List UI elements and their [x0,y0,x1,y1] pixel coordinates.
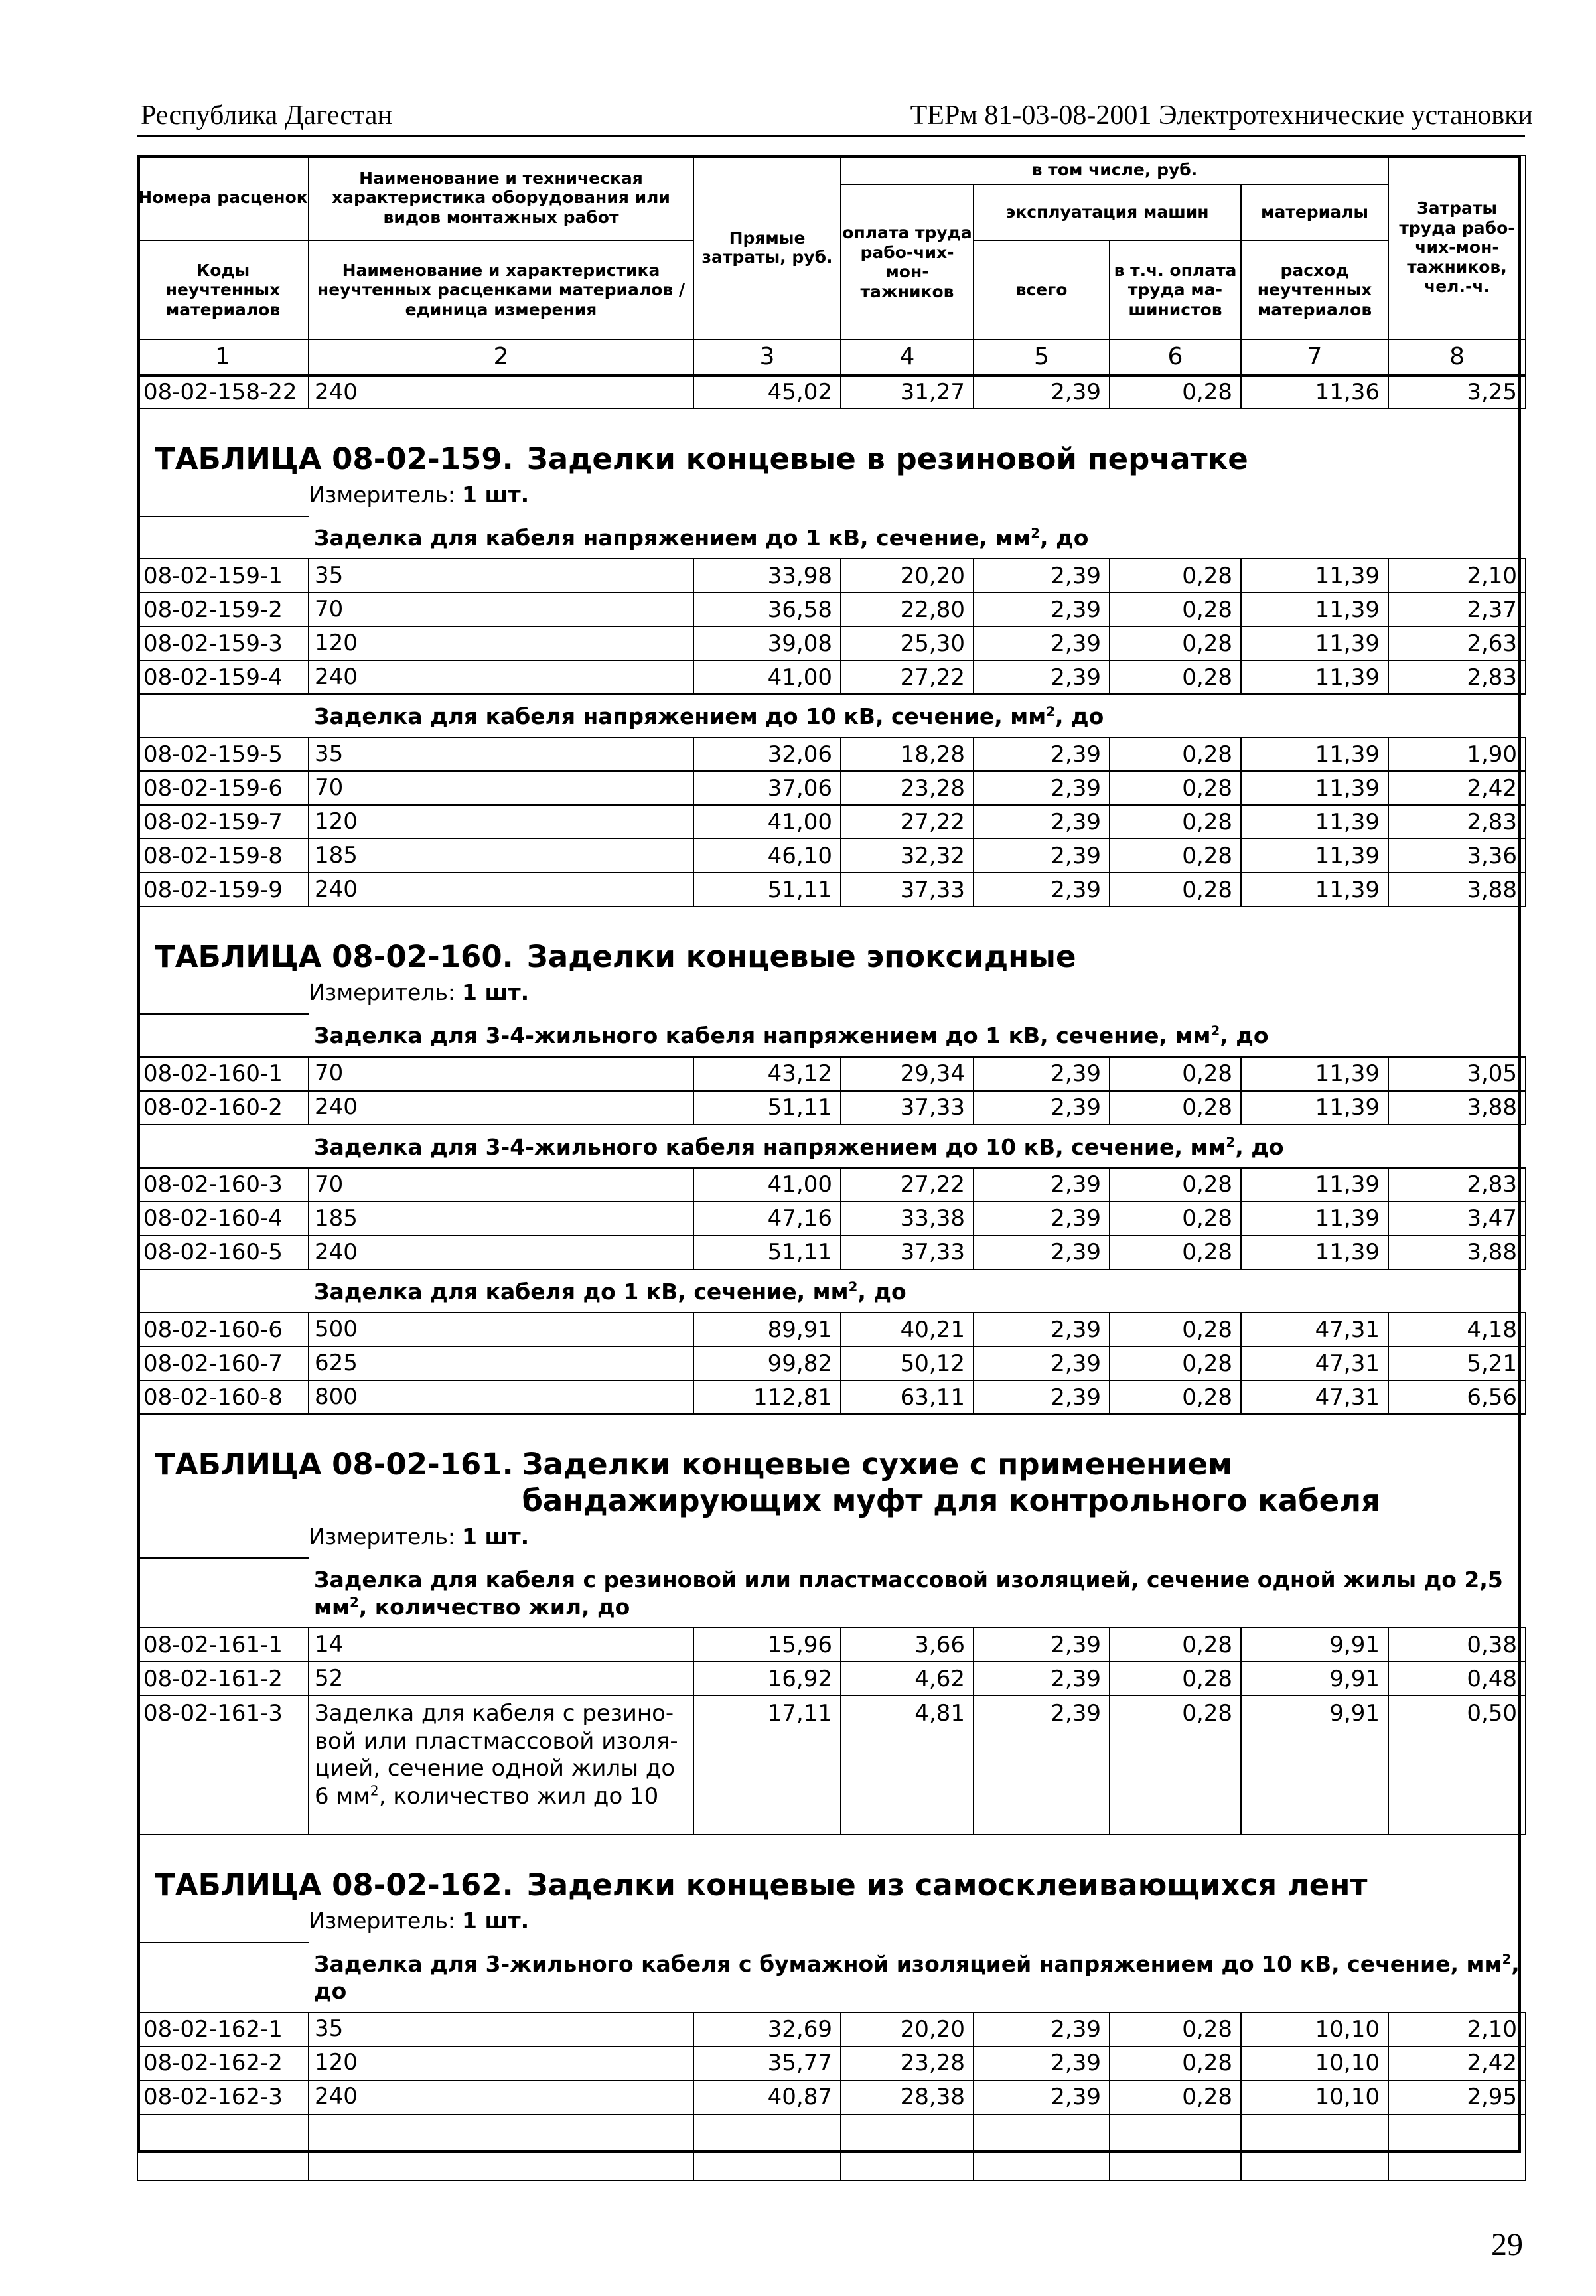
rate-name: 70 [309,771,693,805]
group-title-text: Заделка для кабеля с резиновой или пластмассовой изоляцией, сечение одной жилы до 2,5 мм [314,1566,1503,1620]
labor-hours: 3,36 [1388,839,1526,873]
rate-code: 08-02-160-6 [137,1313,309,1346]
rate-name: 70 [309,1168,693,1202]
labor-hours: 2,95 [1388,2080,1526,2114]
materials-cost: 9,91 [1241,1662,1388,1695]
materials-cost: 10,10 [1241,2080,1388,2114]
rate-code: 08-02-160-8 [137,1380,309,1414]
labor-pay: 20,20 [841,559,974,593]
rate-name: 35 [309,737,693,771]
machine-cost: 2,39 [974,1313,1110,1346]
labor-hours: 2,83 [1388,1168,1526,1202]
group-title-text: , до [314,1951,1520,2005]
direct-cost: 35,77 [693,2046,841,2080]
rate-code: 08-02-162-3 [137,2080,309,2114]
measure-unit: 1 шт. [462,481,530,508]
machinist-pay: 0,28 [1110,1202,1241,1236]
group-title-superscript: 2 [1502,1952,1512,1968]
col-index: 7 [1241,340,1388,375]
labor-hours: 3,05 [1388,1057,1526,1091]
section-code: ТАБЛИЦА 08-02-159. [155,441,514,476]
materials-cost: 11,39 [1241,1057,1388,1091]
measure-unit: 1 шт. [462,979,530,1006]
direct-cost: 15,96 [693,1628,841,1662]
direct-cost: 37,06 [693,771,841,805]
rate-code: 08-02-159-4 [137,660,309,694]
group-title-superscript: 2 [1046,704,1055,720]
rate-code: 08-02-160-5 [137,1236,309,1269]
materials-cost: 9,91 [1241,1695,1388,1835]
direct-cost: 41,00 [693,1168,841,1202]
labor-hours: 0,48 [1388,1662,1526,1695]
machine-cost: 2,39 [974,805,1110,839]
machine-cost: 2,39 [974,626,1110,660]
machine-cost: 2,39 [974,1628,1110,1662]
direct-cost: 112,81 [693,1380,841,1414]
machine-cost: 2,39 [974,1662,1110,1695]
col-machines-incl: в т.ч. оплата труда ма-шинистов [1110,240,1241,340]
machine-cost: 2,39 [974,873,1110,906]
labor-hours: 3,47 [1388,1202,1526,1236]
direct-cost: 32,06 [693,737,841,771]
machinist-pay: 0,28 [1110,2046,1241,2080]
rate-code: 08-02-159-9 [137,873,309,906]
rate-name: 500 [309,1313,693,1346]
group-title-text: , до [1235,1133,1284,1160]
rate-name: 35 [309,559,693,593]
rate-name: 240 [309,873,693,906]
labor-pay: 28,38 [841,2080,974,2114]
rate-code: 08-02-160-3 [137,1168,309,1202]
measure-unit: 1 шт. [462,1908,530,1934]
col-labor-cost: Затраты труда рабо-чих-мон-тажников, чел.-ч. [1388,155,1526,340]
labor-hours: 2,10 [1388,2013,1526,2046]
machinist-pay: 0,28 [1110,1628,1241,1662]
machine-cost: 2,39 [974,2013,1110,2046]
group-title-superscript: 2 [349,1595,359,1611]
col-index: 8 [1388,340,1526,375]
machine-cost: 2,39 [974,1346,1110,1380]
direct-cost: 33,98 [693,559,841,593]
machinist-pay: 0,28 [1110,771,1241,805]
rate-name: 185 [309,839,693,873]
rate-name: 120 [309,626,693,660]
section-code: ТАБЛИЦА 08-02-162. [155,1867,514,1903]
machinist-pay: 0,28 [1110,626,1241,660]
rate-name: 120 [309,2046,693,2080]
col-name-bottom: Наименование и характеристика неучтенных расценками материалов / единица измерения [309,240,693,340]
machinist-pay: 0,28 [1110,1168,1241,1202]
rate-name: 240 [309,1091,693,1125]
materials-cost: 47,31 [1241,1346,1388,1380]
materials-cost: 11,39 [1241,593,1388,626]
col-name-top: Наименование и техническая характеристика оборудования или видов монтажных работ [309,155,693,240]
machinist-pay: 0,28 [1110,1695,1241,1835]
group-title-text: Заделка для 3-4-жильного кабеля напряжением до 1 кВ, сечение, мм [314,1023,1211,1049]
machinist-pay: 0,28 [1110,737,1241,771]
section-code: ТАБЛИЦА 08-02-161. [155,1447,514,1482]
col-direct: Прямые затраты, руб. [693,155,841,340]
machinist-pay: 0,28 [1110,559,1241,593]
materials-cost: 11,39 [1241,1091,1388,1125]
machine-cost: 2,39 [974,1202,1110,1236]
labor-hours: 2,42 [1388,2046,1526,2080]
rate-code: 08-02-162-1 [137,2013,309,2046]
machinist-pay: 0,28 [1110,2080,1241,2114]
materials-cost: 47,31 [1241,1313,1388,1346]
labor-pay: 37,33 [841,1091,974,1125]
labor-hours: 2,10 [1388,559,1526,593]
direct-cost: 16,92 [693,1662,841,1695]
rate-code: 08-02-160-4 [137,1202,309,1236]
header-region: Республика Дагестан [141,100,393,131]
rate-name: 240 [309,2080,693,2114]
rate-code: 08-02-159-8 [137,839,309,873]
labor-pay: 40,21 [841,1313,974,1346]
machine-cost: 2,39 [974,737,1110,771]
labor-hours: 5,21 [1388,1346,1526,1380]
machinist-pay: 0,28 [1110,2013,1241,2046]
rate-name-text: , количество жил до 10 [378,1782,659,1810]
machine-cost: 2,39 [974,839,1110,873]
group-title-text: , до [857,1278,907,1305]
labor-pay: 33,38 [841,1202,974,1236]
labor-pay: 25,30 [841,626,974,660]
rate-code: 08-02-159-7 [137,805,309,839]
labor-pay: 63,11 [841,1380,974,1414]
machinist-pay: 0,28 [1110,1313,1241,1346]
labor-pay: 29,34 [841,1057,974,1091]
machine-cost: 2,39 [974,660,1110,694]
labor-pay: 23,28 [841,2046,974,2080]
col-index: 5 [974,340,1110,375]
measure-label: Измеритель: [309,1908,456,1934]
materials-cost: 10,10 [1241,2013,1388,2046]
rate-code: 08-02-159-2 [137,593,309,626]
section-name: Заделки концевые из самосклеивающихся лент [526,1867,1368,1903]
rate-name: 52 [309,1662,693,1695]
materials-cost: 11,39 [1241,737,1388,771]
section-name: Заделки концевые эпоксидные [526,939,1076,975]
materials-cost: 11,39 [1241,626,1388,660]
section-code: ТАБЛИЦА 08-02-160. [155,939,514,975]
machine-cost: 2,39 [974,771,1110,805]
direct-cost: 40,87 [693,2080,841,2114]
machine-cost: 2,39 [974,1236,1110,1269]
col-index: 3 [693,340,841,375]
labor-hours: 3,88 [1388,1236,1526,1269]
labor-pay: 18,28 [841,737,974,771]
machine-cost: 2,39 [974,593,1110,626]
direct-cost: 46,10 [693,839,841,873]
rate-name-superscript: 2 [370,1782,379,1799]
rate-code: 08-02-160-1 [137,1057,309,1091]
labor-pay: 32,32 [841,839,974,873]
machinist-pay: 0,28 [1110,1057,1241,1091]
rate-name: 35 [309,2013,693,2046]
group-title-text: , до [1220,1023,1269,1049]
labor-hours: 3,25 [1388,375,1526,409]
header-document-title: ТЕРм 81-03-08-2001 Электротехнические установки [910,100,1533,131]
direct-cost: 89,91 [693,1313,841,1346]
rate-code: 08-02-159-3 [137,626,309,660]
direct-cost: 32,69 [693,2013,841,2046]
header-rule [137,135,1525,137]
group-title-superscript: 2 [1210,1023,1220,1039]
machine-cost: 2,39 [974,1168,1110,1202]
group-title-text: Заделка для 3-4-жильного кабеля напряжением до 10 кВ, сечение, мм [314,1133,1226,1160]
materials-cost: 11,39 [1241,660,1388,694]
machinist-pay: 0,28 [1110,805,1241,839]
materials-cost: 11,36 [1241,375,1388,409]
measure-label: Измеритель: [309,481,456,508]
group-title-text: , до [1040,524,1089,551]
direct-cost: 36,58 [693,593,841,626]
machine-cost: 2,39 [974,1380,1110,1414]
col-materials: материалы [1241,184,1388,240]
machine-cost: 2,39 [974,1091,1110,1125]
machinist-pay: 0,28 [1110,660,1241,694]
col-code-bottom: Коды неучтенных материалов [137,240,309,340]
group-title-text: , количество жил, до [358,1594,630,1620]
labor-hours: 2,42 [1388,771,1526,805]
labor-hours: 2,83 [1388,805,1526,839]
measure-label: Измеритель: [309,1523,456,1549]
rate-name: 185 [309,1202,693,1236]
rate-code: 08-02-158-22 [137,375,309,409]
direct-cost: 51,11 [693,1091,841,1125]
col-index: 4 [841,340,974,375]
labor-pay: 50,12 [841,1346,974,1380]
rate-code: 08-02-159-1 [137,559,309,593]
rate-name-text: Заделка для кабеля с резино-вой или пластмассовой изоля-цией, сечение одной жилы до 6 мм [315,1700,678,1810]
materials-cost: 11,39 [1241,839,1388,873]
machinist-pay: 0,28 [1110,873,1241,906]
group-title-superscript: 2 [848,1279,858,1295]
col-machines: эксплуатация машин [974,184,1241,240]
measure-unit: 1 шт. [462,1523,530,1549]
machine-cost: 2,39 [974,2080,1110,2114]
rate-name: 14 [309,1628,693,1662]
rate-name: 240 [309,660,693,694]
labor-pay: 20,20 [841,2013,974,2046]
materials-cost: 10,10 [1241,2046,1388,2080]
materials-cost: 47,31 [1241,1380,1388,1414]
labor-hours: 4,18 [1388,1313,1526,1346]
rate-name: 240 [309,375,693,409]
labor-pay: 27,22 [841,1168,974,1202]
direct-cost: 47,16 [693,1202,841,1236]
group-title-text: Заделка для кабеля напряжением до 10 кВ, сечение, мм [314,703,1047,730]
machinist-pay: 0,28 [1110,839,1241,873]
rate-name: 70 [309,593,693,626]
group-title-superscript: 2 [1031,525,1041,541]
col-index: 2 [309,340,693,375]
rate-code: 08-02-161-2 [137,1662,309,1695]
direct-cost: 51,11 [693,873,841,906]
direct-cost: 41,00 [693,660,841,694]
rate-code: 08-02-160-2 [137,1091,309,1125]
labor-pay: 4,62 [841,1662,974,1695]
rate-name: 70 [309,1057,693,1091]
labor-pay: 27,22 [841,805,974,839]
labor-hours: 2,37 [1388,593,1526,626]
rate-code: 08-02-162-2 [137,2046,309,2080]
col-code-top: Номера расценок [137,155,309,240]
col-index: 6 [1110,340,1241,375]
group-title-text: Заделка для кабеля до 1 кВ, сечение, мм [314,1278,849,1305]
group-title-text: Заделка для кабеля напряжением до 1 кВ, сечение, мм [314,524,1031,551]
rate-code: 08-02-159-5 [137,737,309,771]
machinist-pay: 0,28 [1110,1236,1241,1269]
machine-cost: 2,39 [974,559,1110,593]
direct-cost: 41,00 [693,805,841,839]
rate-code: 08-02-159-6 [137,771,309,805]
materials-cost: 11,39 [1241,559,1388,593]
direct-cost: 99,82 [693,1346,841,1380]
labor-hours: 3,88 [1388,1091,1526,1125]
rate-name: 625 [309,1346,693,1380]
materials-cost: 11,39 [1241,805,1388,839]
labor-pay: 3,66 [841,1628,974,1662]
materials-cost: 11,39 [1241,1168,1388,1202]
labor-pay: 27,22 [841,660,974,694]
materials-cost: 11,39 [1241,873,1388,906]
col-machines-total: всего [974,240,1110,340]
labor-hours: 3,88 [1388,873,1526,906]
col-index: 1 [137,340,309,375]
materials-cost: 11,39 [1241,1202,1388,1236]
machine-cost: 2,39 [974,1057,1110,1091]
rate-code: 08-02-161-1 [137,1628,309,1662]
direct-cost: 17,11 [693,1695,841,1835]
machinist-pay: 0,28 [1110,1380,1241,1414]
machine-cost: 2,39 [974,375,1110,409]
measure-label: Измеритель: [309,979,456,1006]
direct-cost: 43,12 [693,1057,841,1091]
machinist-pay: 0,28 [1110,1662,1241,1695]
col-labor-pay: оплата труда рабо-чих-мон-тажников [841,184,974,340]
machine-cost: 2,39 [974,1695,1110,1835]
labor-hours: 2,83 [1388,660,1526,694]
labor-hours: 1,90 [1388,737,1526,771]
labor-pay: 22,80 [841,593,974,626]
materials-cost: 9,91 [1241,1628,1388,1662]
rate-code: 08-02-160-7 [137,1346,309,1380]
labor-pay: 31,27 [841,375,974,409]
machinist-pay: 0,28 [1110,1091,1241,1125]
rate-name: 240 [309,1236,693,1269]
labor-pay: 37,33 [841,1236,974,1269]
labor-pay: 37,33 [841,873,974,906]
materials-cost: 11,39 [1241,771,1388,805]
col-incl: в том числе, руб. [841,155,1388,184]
group-title-superscript: 2 [1226,1134,1236,1150]
direct-cost: 45,02 [693,375,841,409]
machinist-pay: 0,28 [1110,375,1241,409]
rate-name: 120 [309,805,693,839]
labor-hours: 6,56 [1388,1380,1526,1414]
labor-pay: 23,28 [841,771,974,805]
labor-hours: 0,50 [1388,1695,1526,1835]
machinist-pay: 0,28 [1110,593,1241,626]
group-title-text: , до [1055,703,1104,730]
labor-pay: 4,81 [841,1695,974,1835]
labor-hours: 0,38 [1388,1628,1526,1662]
direct-cost: 39,08 [693,626,841,660]
rate-name: 800 [309,1380,693,1414]
group-title-text: Заделка для 3-жильного кабеля с бумажной изоляцией напряжением до 10 кВ, сечение, мм [314,1951,1502,1977]
col-materials-sub: расход неучтенных материалов [1241,240,1388,340]
page-number: 29 [1491,2227,1523,2262]
section-name: Заделки концевые сухие с применением бандажирующих муфт для контрольного кабеля [522,1447,1380,1518]
rate-code: 08-02-161-3 [137,1695,309,1835]
machine-cost: 2,39 [974,2046,1110,2080]
section-name: Заделки концевые в резиновой перчатке [526,441,1248,476]
machinist-pay: 0,28 [1110,1346,1241,1380]
materials-cost: 11,39 [1241,1236,1388,1269]
table-frame [137,155,1521,2153]
labor-hours: 2,63 [1388,626,1526,660]
direct-cost: 51,11 [693,1236,841,1269]
